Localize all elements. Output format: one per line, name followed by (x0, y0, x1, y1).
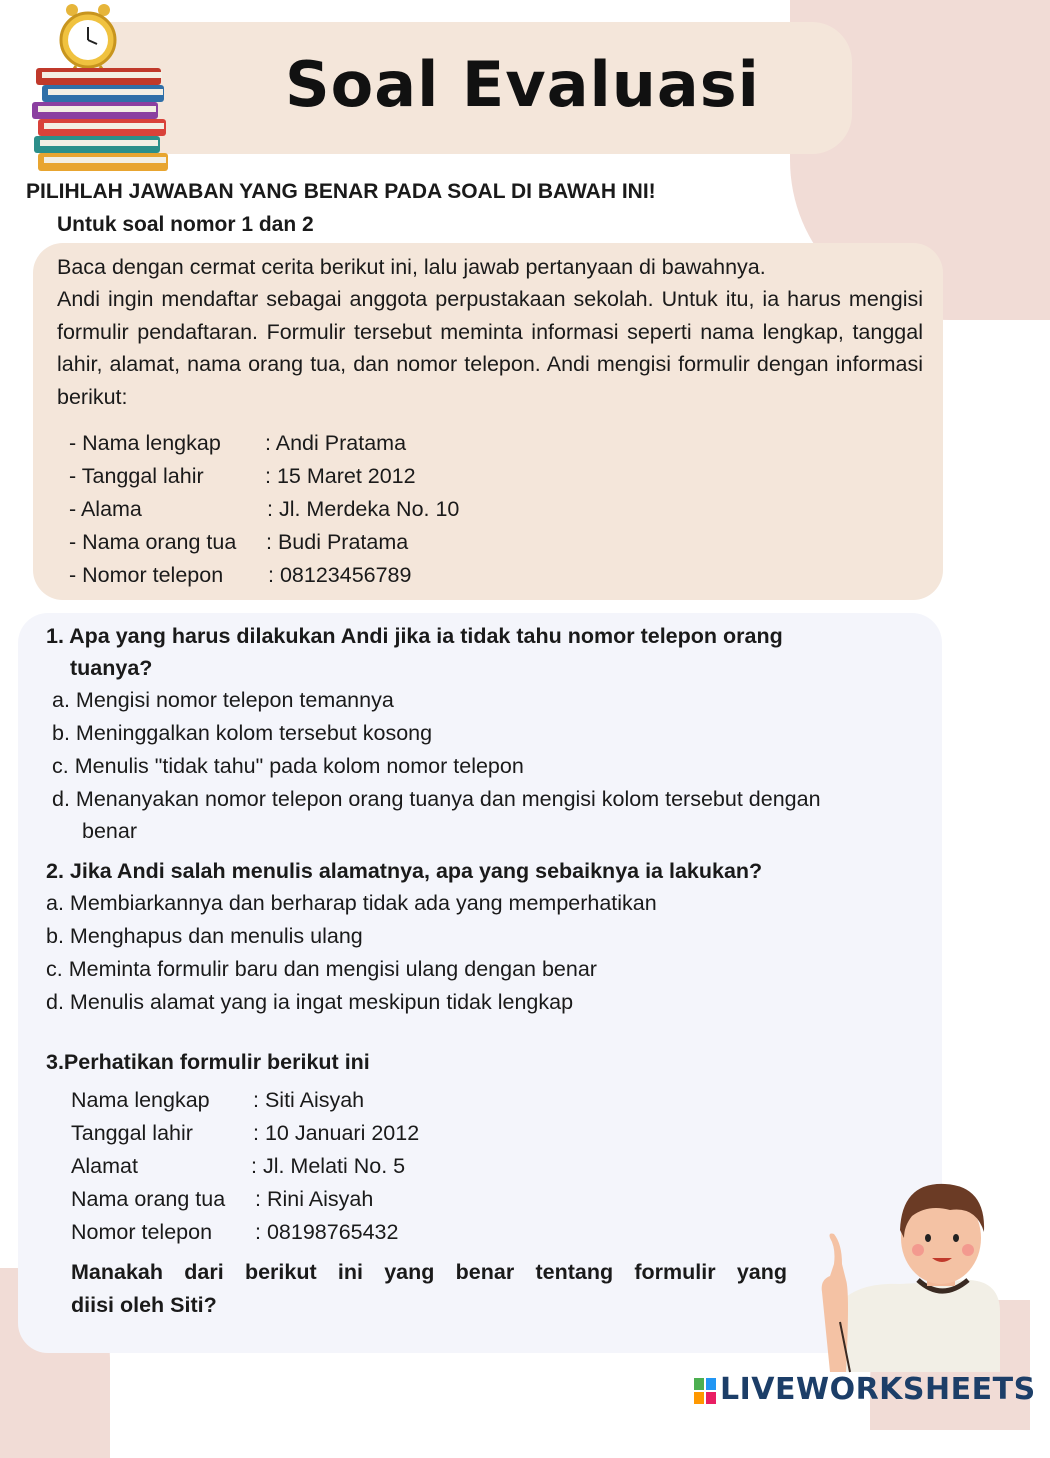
question-2: 2. Jika Andi salah menulis alamatnya, apa yang sebaiknya ia lakukan? (46, 859, 763, 883)
story-intro: Baca dengan cermat cerita berikut ini, lalu jawab pertanyaan di bawahnya. (57, 255, 766, 279)
list-item: Nama lengkap : Siti Aisyah (71, 1088, 365, 1112)
q1-option-a[interactable]: a. Mengisi nomor telepon temannya (52, 688, 394, 712)
question-1: 1. Apa yang harus dilakukan Andi jika ia tidak tahu nomor telepon orang (46, 624, 783, 648)
list-item: - Nama orang tua : Budi Pratama (69, 530, 409, 554)
question-3-prompt: Manakah dari berikut ini yang benar tentang formulir yang (71, 1260, 787, 1284)
books-clock-illustration (28, 0, 178, 175)
list-item: Nomor telepon : 08198765432 (71, 1220, 399, 1244)
sub-heading: Untuk soal nomor 1 dan 2 (57, 213, 314, 236)
instruction-heading: PILIHLAH JAWABAN YANG BENAR PADA SOAL DI BAWAH INI! (26, 180, 656, 203)
q1-option-d-cont[interactable]: benar (82, 819, 137, 843)
list-item: Nama orang tua : Rini Aisyah (71, 1187, 374, 1211)
question-3-prompt-cont: diisi oleh Siti? (71, 1293, 217, 1317)
q2-option-c[interactable]: c. Meminta formulir baru dan mengisi ulang dengan benar (46, 957, 597, 981)
q2-option-a[interactable]: a. Membiarkannya dan berharap tidak ada yang memperhatikan (46, 891, 657, 915)
q3-form (71, 1084, 419, 1249)
story-paragraph: Andi ingin mendaftar sebagai anggota perpustakaan sekolah. Untuk itu, ia harus mengisi formulir pendaftaran. Formulir tersebut meminta informasi seperti nama lengkap, tanggal lahir, alamat, nama orang tua, dan nomor telepon. Andi mengisi formulir dengan informasi berikut: (57, 287, 923, 410)
list-item: Alamat : Jl. Melati No. 5 (71, 1154, 406, 1178)
liveworksheets-logo-icon (694, 1378, 716, 1404)
pointing-boy-illustration (800, 1172, 1000, 1372)
q1-option-d[interactable]: d. Menanyakan nomor telepon orang tuanya dan mengisi kolom tersebut dengan (52, 787, 821, 811)
book-stack-icon (32, 68, 168, 171)
q2-option-b[interactable]: b. Menghapus dan menulis ulang (46, 924, 363, 948)
question-1-cont: tuanya? (70, 656, 153, 680)
list-item: - Nama lengkap : Andi Pratama (69, 431, 407, 455)
question-3: 3.Perhatikan formulir berikut ini (46, 1050, 370, 1074)
list-item: - Nomor telepon : 08123456789 (69, 563, 412, 587)
page-title: Soal Evaluasi (285, 48, 760, 121)
list-item: Tanggal lahir : 10 Januari 2012 (71, 1121, 420, 1145)
q1-option-b[interactable]: b. Meninggalkan kolom tersebut kosong (52, 721, 433, 745)
list-item: - Alama : Jl. Merdeka No. 10 (69, 497, 460, 521)
alarm-clock-icon (61, 4, 115, 72)
story-field-list (69, 427, 459, 592)
brand-wordmark: LIVEWORKSHEETS (720, 1372, 1036, 1407)
q1-option-c[interactable]: c. Menulis "tidak tahu" pada kolom nomor telepon (52, 754, 524, 778)
q2-option-d[interactable]: d. Menulis alamat yang ia ingat meskipun tidak lengkap (46, 990, 574, 1014)
list-item: - Tanggal lahir : 15 Maret 2012 (69, 464, 416, 488)
